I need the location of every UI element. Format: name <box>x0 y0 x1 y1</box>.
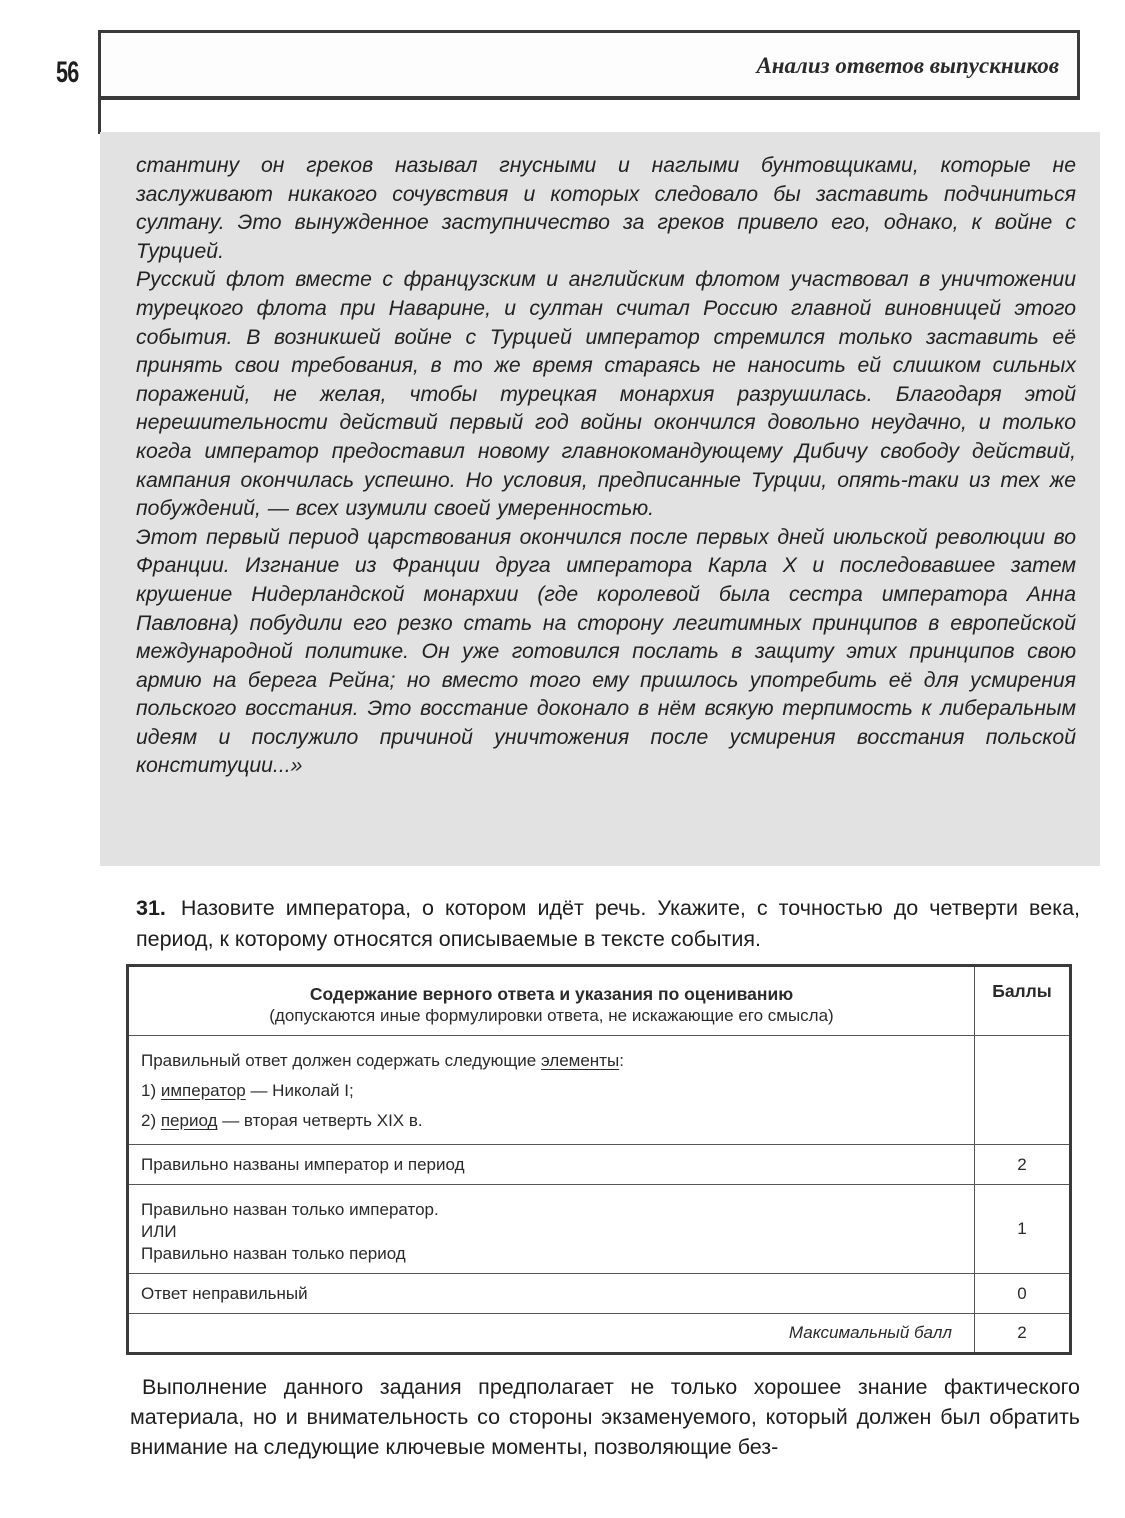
criterion-text: Ответ неправильный <box>128 1274 975 1314</box>
running-header-title: Анализ ответов выпускников <box>756 53 1059 78</box>
table-row <box>128 1145 1071 1185</box>
item-key: период <box>160 1111 218 1130</box>
body-paragraph: Выполнение данного задания предполагает не только хорошее знание фактического материала, но и внимательность со стороны экзаменуемого, который должен был обратить внимание на следующие ключевые моменты, позволяющие без- <box>130 1375 1080 1459</box>
item-value: — вторая четверть XIX в. <box>217 1111 423 1130</box>
quote-paragraph: стантину он греков называл гнусными и наглыми бунтовщиками, которые не заслуживают никакого сочувствия и которых следовало бы заставить подчиниться султану. Это вынужденное заступничество за греков привело его, однако, к войне с Турцией. <box>136 154 1076 263</box>
answer-element-1 <box>141 1076 964 1106</box>
criterion-text: Правильно названы император и период <box>128 1145 975 1185</box>
item-number: 2) <box>141 1111 161 1130</box>
page-number: 56 <box>56 56 79 89</box>
question-number: 31. <box>136 896 166 920</box>
criterion-score: 1 <box>975 1185 1071 1274</box>
elements-intro-line <box>141 1046 964 1076</box>
elements-intro: Правильный ответ должен содержать следующие <box>141 1051 541 1070</box>
table-header-content <box>128 966 975 1036</box>
question-text: Назовите императора, о котором идёт речь. Укажите, с точностью до четверти века, период, к которому относятся описываемые в тексте события. <box>136 896 1080 951</box>
answer-element-2 <box>141 1106 964 1136</box>
question-31 <box>136 893 1080 955</box>
criterion-score: 2 <box>975 1145 1071 1185</box>
max-score-value: 2 <box>975 1314 1071 1354</box>
table-header-row <box>128 966 1071 1036</box>
elements-word: элементы <box>540 1051 620 1070</box>
criterion-line: Правильно назван только император. <box>141 1200 439 1219</box>
table-header-title: Содержание верного ответа и указания по оцениванию <box>309 984 794 1004</box>
item-key: император <box>160 1081 246 1100</box>
elements-colon: : <box>619 1051 624 1070</box>
quote-paragraph: Этот первый период царствования окончился после первых дней июльской революции во Франции. Изгнание из Франции друга императора Карла X и последовавшее затем крушение Нидерландской монархии (где королевой была сестра императора Анна Павловна) побудили его резко стать на сторону легитимных принципов в европейской международной политике. Он уже готовился послать в защиту этих принципов свою армию на берега Рейна; но вместо того ему пришлось употребить её для усмирения польского восстания. Это восстание доконало в нём всякую терпимость к либеральным идеям и послужило причиной уничтожения после усмирения восстания польской конституции...» <box>136 525 1076 778</box>
criterion-line: ИЛИ <box>141 1222 177 1241</box>
header-rule <box>98 100 101 134</box>
table-row-max <box>128 1314 1071 1354</box>
criterion-text <box>128 1185 975 1274</box>
table-header-subtitle: (допускаются иные формулировки ответа, не искажающие его смысла) <box>269 1006 834 1025</box>
max-score-label: Максимальный балл <box>128 1314 975 1354</box>
item-number: 1) <box>141 1081 161 1100</box>
running-header <box>98 30 1080 100</box>
answer-elements-cell <box>128 1036 975 1145</box>
table-row-elements <box>128 1036 1071 1145</box>
table-row <box>128 1185 1071 1274</box>
answer-criteria-table <box>126 964 1072 1355</box>
item-value: — Николай I; <box>245 1081 354 1100</box>
table-row <box>128 1274 1071 1314</box>
source-quote-block <box>100 132 1100 866</box>
criterion-score: 0 <box>975 1274 1071 1314</box>
quote-paragraph: Русский флот вместе с французским и английским флотом участвовал в уничтожении турецкого флота при Наварине, и султан считал Россию главной виновницей этого события. В возникшей войне с Турцией император стремился только заставить её принять свои требования, в то же время стараясь не наносить ей слишком сильных поражений, не желая, чтобы турецкая монархия разрушилась. Благодаря этой нерешительности действий первый год войны окончился довольно неудачно, и только когда император предоставил новому главнокомандующему Дибичу свободу действий, кампания окончилась успешно. Но условия, предписанные Турции, опять-таки из тех же побуждений, — всех изумили своей умеренностью. <box>136 268 1076 521</box>
criterion-line: Правильно назван только период <box>141 1244 406 1263</box>
table-header-score: Баллы <box>975 966 1071 1036</box>
empty-score-cell <box>975 1036 1071 1145</box>
